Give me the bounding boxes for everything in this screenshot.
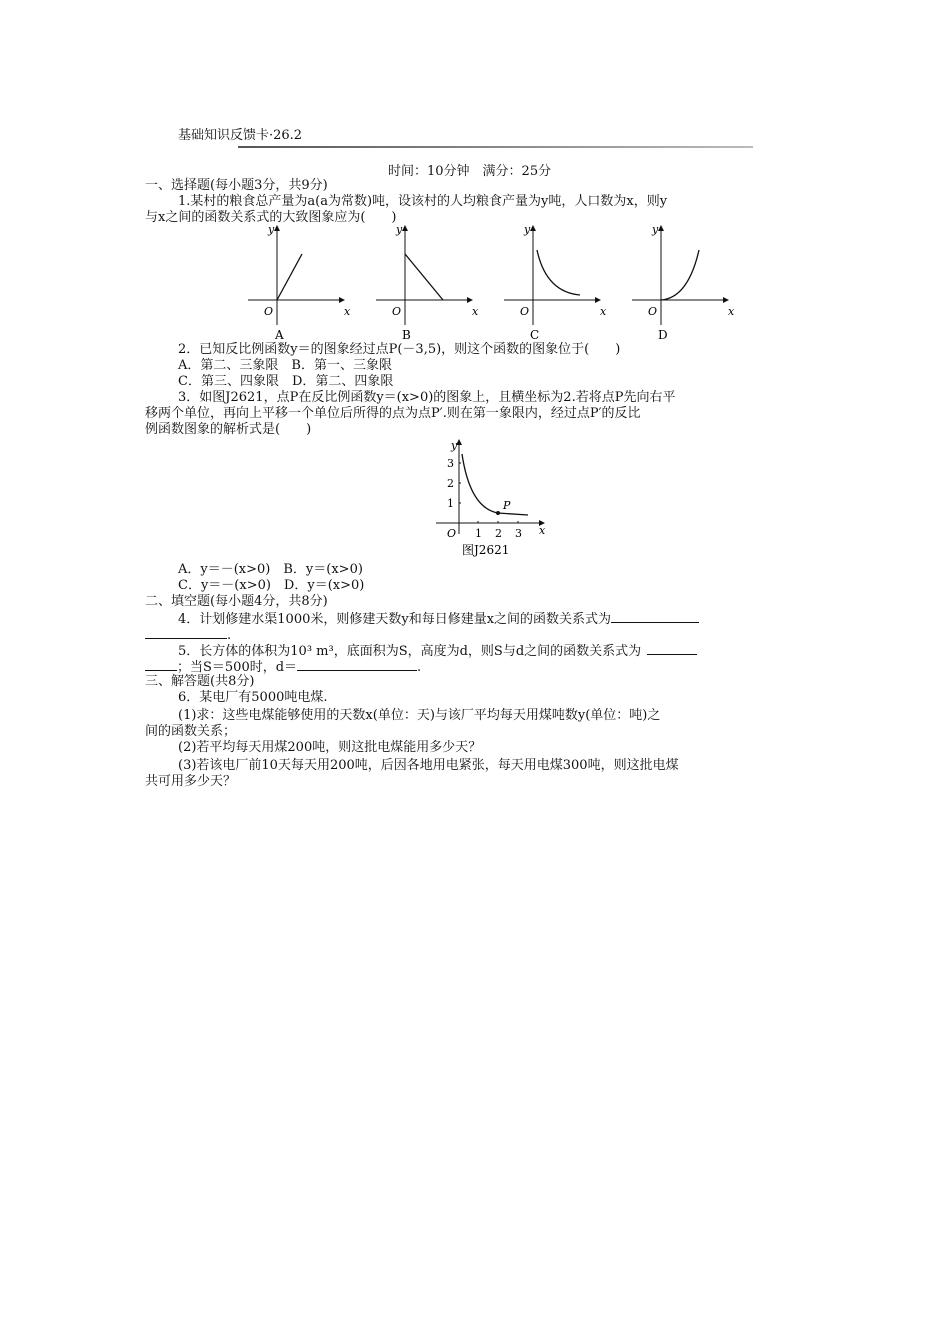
graph-d-origin: O <box>648 305 658 318</box>
q3-options-ab: A．y＝－(x>0) B．y＝(x>0) <box>178 562 363 577</box>
option-b-label: B <box>402 328 411 342</box>
x-tick-3: 3 <box>515 527 522 540</box>
q6-part1-line2: 间的函数关系； <box>145 724 237 739</box>
figure-caption: 图J2621 <box>462 543 510 557</box>
section-heading-solve: 三、解答题(共8分) <box>145 674 255 689</box>
option-d-label: D <box>658 328 668 342</box>
graph-b-x-label: x <box>472 305 479 318</box>
q6-part3-line2: 共可用多少天？ <box>145 774 237 789</box>
graph-c-y-label: y <box>524 223 531 236</box>
q5-answer-blank-d[interactable] <box>297 658 417 671</box>
q2-options-ab: A．第二、三象限 B．第一、三象限 <box>178 358 392 373</box>
figure-origin: O <box>447 527 457 540</box>
q3-stem-line1: 3．如图J2621，点P在反比例函数y＝(x>0)的图象上，且横坐标为2.若将点P先向右平 <box>178 390 676 405</box>
graph-a-origin: O <box>264 305 274 318</box>
figure-j2621 <box>432 436 552 560</box>
q4-stem: 4．计划修建水渠1000米，则修建天数y和每日修建量x之间的函数关系式为 <box>178 612 612 627</box>
graph-c <box>504 223 607 342</box>
section-heading-fill: 二、填空题(每小题4分，共8分) <box>145 594 328 609</box>
q3-stem-line3: 例函数图象的解析式是( ) <box>145 422 312 437</box>
q2-stem: 2．已知反比例函数y＝的图象经过点P(－3,5)，则这个函数的图象位于( ) <box>178 342 621 357</box>
graph-a <box>248 223 351 342</box>
graph-d-x-label: x <box>728 305 735 318</box>
figure-point-label: P <box>503 499 511 512</box>
y-tick-3: 3 <box>447 457 454 470</box>
q6-stem: 6．某电厂有5000吨电煤. <box>178 690 328 705</box>
graph-b <box>376 223 479 342</box>
graph-c-x-label: x <box>600 305 607 318</box>
graph-a-x-label: x <box>344 305 351 318</box>
section-heading-choice: 一、选择题(每小题3分，共9分) <box>145 178 328 193</box>
q5-answer-blank-a[interactable] <box>647 642 697 655</box>
q2-options-cd: C．第三、四象限 D．第二、四象限 <box>178 374 394 389</box>
point-p <box>496 511 500 515</box>
option-c-label: C <box>530 328 540 342</box>
q4-stem-line <box>178 610 699 628</box>
y-tick-2: 2 <box>447 477 454 490</box>
q6-part2: (2)若平均每天用煤200吨，则这批电煤能用多少天？ <box>178 740 482 755</box>
graph-b-y-label: y <box>396 223 403 236</box>
figure-x-label: x <box>539 524 546 537</box>
q1-stem-line2: 与x之间的函数关系式的大致图象应为( ) <box>145 210 397 225</box>
q3-options-cd: C．y＝－(x>0) D．y＝(x>0) <box>178 578 365 593</box>
q1-stem-line1: 1.某村的粮食总产量为a(a为常数)吨，设该村的人均粮食产量为y吨，人口数为x，则y <box>178 194 668 209</box>
q4-answer-blank-a[interactable] <box>611 610 699 623</box>
graph-b-origin: O <box>392 305 402 318</box>
header-rule <box>238 146 753 148</box>
x-tick-2: 2 <box>495 527 502 540</box>
y-tick-1: 1 <box>447 497 454 510</box>
graph-d <box>632 223 735 342</box>
q1-graphs <box>240 220 750 345</box>
q4-answer-line: . <box>145 626 231 644</box>
graph-a-y-label: y <box>268 223 275 236</box>
graph-c-origin: O <box>520 305 530 318</box>
q6-part3-line1: (3)若该电厂前10天每天用200吨，后因各地用电紧张，每天用电煤300吨，则这批电煤 <box>178 758 679 773</box>
time-score-info: 时间：10分钟 满分：25分 <box>388 164 552 179</box>
q3-stem-line2: 移两个单位，再向上平移一个单位后所得的点为点P′.则在第一象限内，经过点P′的反比 <box>145 406 641 421</box>
q6-part1-line1: (1)求：这些电煤能够使用的天数x(单位：天)与该厂平均每天用煤吨数y(单位：吨)之 <box>178 708 661 723</box>
figure-y-label: y <box>451 439 458 452</box>
option-a-label: A <box>275 328 284 342</box>
q5-stem: 5．长方体的体积为10³ m³，底面积为S，高度为d，则S与d之间的函数关系式为 <box>178 644 642 659</box>
q5-line2: ；当S＝500时，d＝ . <box>145 658 421 676</box>
q4-answer-blank-b[interactable] <box>145 626 227 639</box>
q5-stem-2: ；当S＝500时，d＝ <box>177 660 298 675</box>
hyperbola-curve <box>462 454 528 515</box>
q5-answer-blank-b[interactable] <box>145 658 177 671</box>
card-title: 基础知识反馈卡·26.2 <box>178 128 303 143</box>
x-tick-1: 1 <box>475 527 482 540</box>
graph-d-y-label: y <box>652 223 659 236</box>
